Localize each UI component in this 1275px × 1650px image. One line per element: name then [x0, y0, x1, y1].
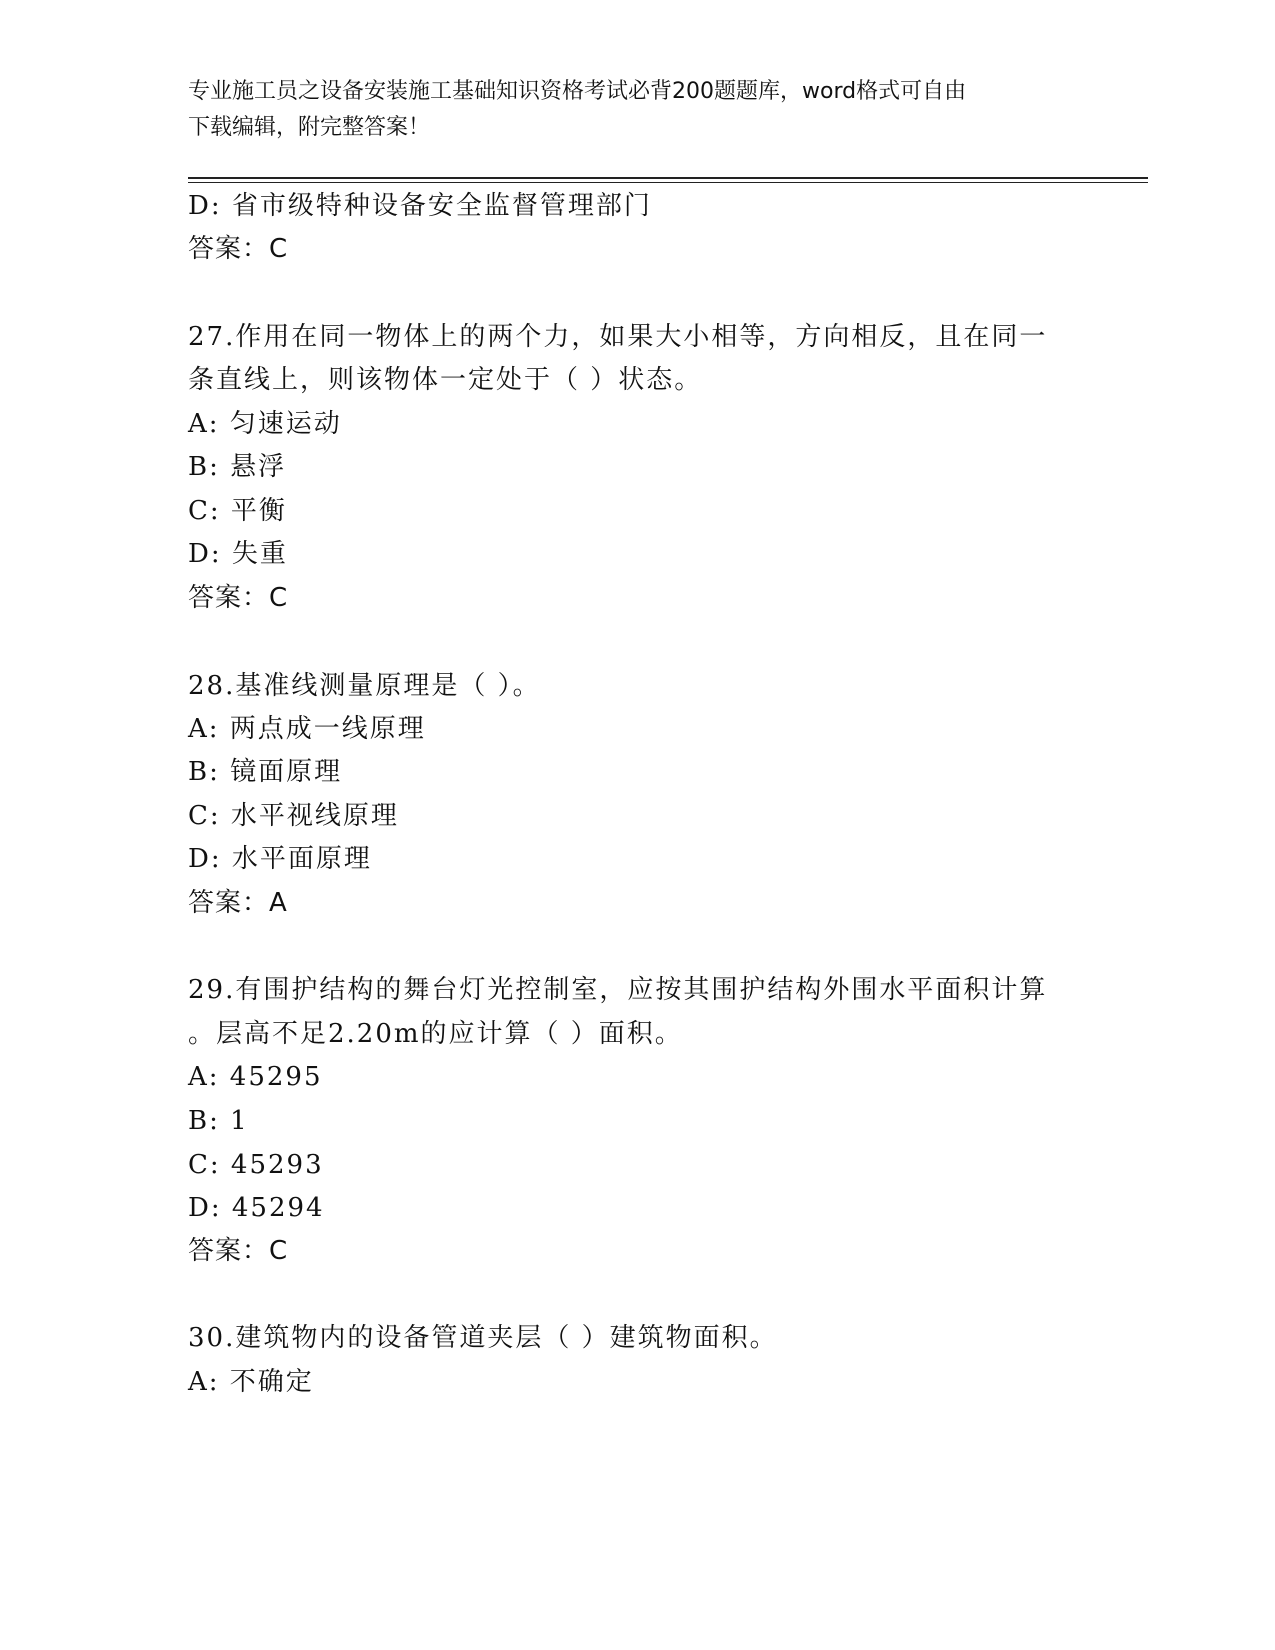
q28-option-c: C: 水平视线原理 [188, 801, 399, 831]
q29-option-a: A: 45295 [188, 1062, 323, 1092]
q28-option-d: D: 水平面原理 [188, 844, 372, 874]
q29-option-c: C: 45293 [188, 1150, 324, 1180]
q28-option-a: A: 两点成一线原理 [188, 714, 426, 744]
q26-answer: 答案：C [188, 234, 289, 264]
header-title-line2: 下载编辑，附完整答案！ [188, 115, 431, 140]
q29-stem-line2: 。层高不足2.20m的应计算（ ）面积。 [188, 1019, 683, 1049]
document-header [188, 74, 1088, 146]
header-divider-thin [188, 182, 1148, 183]
header-title-line1: 专业施工员之设备安装施工基础知识资格考试必背200题题库，word格式可自由 [188, 79, 967, 104]
q29-option-d: D: 45294 [188, 1193, 325, 1223]
q28-stem-line1: 28.基准线测量原理是（ ）。 [188, 671, 541, 701]
q27-option-c: C: 平衡 [188, 496, 287, 526]
q27-stem-line2: 条直线上，则该物体一定处于（ ）状态。 [188, 365, 703, 395]
q29-answer: 答案：C [188, 1236, 289, 1266]
q27-option-d: D: 失重 [188, 539, 288, 569]
q30-option-a: A: 不确定 [188, 1367, 314, 1397]
q27-option-a: A: 匀速运动 [188, 409, 342, 439]
q29-stem-line1: 29.有围护结构的舞台灯光控制室，应按其围护结构外围水平面积计算 [188, 975, 1048, 1005]
q28-answer: 答案：A [188, 888, 288, 918]
q29-option-b: B: 1 [188, 1106, 249, 1136]
q26-option-d: D: 省市级特种设备安全监督管理部门 [188, 191, 652, 221]
q27-answer: 答案：C [188, 583, 289, 613]
q30-stem-line1: 30.建筑物内的设备管道夹层（ ）建筑物面积。 [188, 1323, 778, 1353]
q27-stem-line1: 27.作用在同一物体上的两个力，如果大小相等，方向相反，且在同一 [188, 322, 1048, 352]
header-divider-thick [188, 177, 1148, 179]
q27-option-b: B: 悬浮 [188, 452, 287, 482]
q28-option-b: B: 镜面原理 [188, 757, 343, 787]
